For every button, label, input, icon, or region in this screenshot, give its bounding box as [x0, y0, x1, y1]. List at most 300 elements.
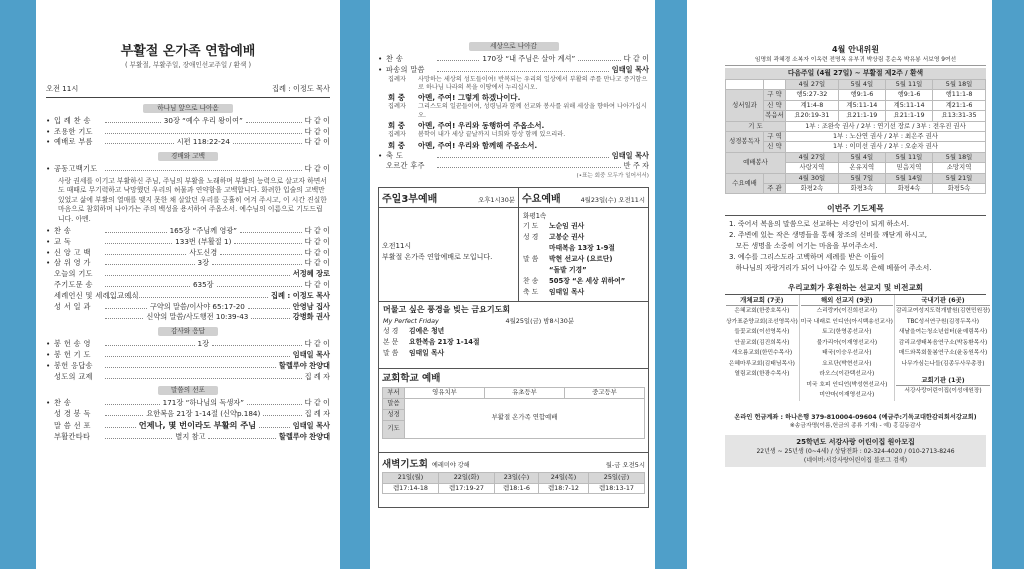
liturgy-speaker: 회 중 — [388, 140, 405, 150]
guides-names: 임명희 곽혜경 소복자 이옥련 전명옥 유부귀 박상림 홍순옥 박유봉 서보영 9여선 — [725, 56, 986, 66]
item-label: 공동고백기도 — [54, 164, 98, 174]
mission-item: 은혜교회(한중호목사) — [734, 308, 790, 315]
wed-group: 수요예배 — [726, 173, 764, 194]
order-item — [46, 398, 330, 409]
mission-item: 안골교회(김진희목사) — [734, 339, 790, 346]
info-row — [523, 287, 644, 298]
schedule-date: 4월 27일 — [786, 80, 839, 90]
school-header: 유초등부 — [485, 388, 565, 398]
liturgy-line — [388, 76, 649, 93]
item-person: 다 같 이 — [304, 115, 330, 125]
order-item — [378, 151, 649, 162]
wed-value: 화평4속 — [885, 184, 932, 194]
info-value: 임태일 목사 — [409, 349, 445, 358]
schedule-value: 행9:1-6 — [838, 90, 885, 100]
mission-item: 감리교생태복음연구소(박동환목사) — [898, 339, 988, 346]
item-detail: 시편 118:22-24 — [176, 137, 230, 147]
item-detail: 사도신경 — [189, 247, 218, 257]
liturgy-speaker: 집례자 — [388, 75, 406, 83]
schedule-table — [725, 79, 986, 194]
order-item — [46, 312, 330, 323]
leader-dots — [105, 399, 160, 405]
bullet: • — [46, 236, 51, 246]
mission-item: 감리교여성지도력개발원(김현민원장) — [895, 308, 991, 315]
dawn-text: 렘17:14-18 — [383, 483, 439, 493]
mission-item: 미얀마(이재영선교사) — [819, 392, 875, 399]
mission-item: 새날을여는청소년쉼터(윤예림목사) — [898, 329, 988, 336]
leader-dots — [105, 373, 302, 379]
leader-dots — [105, 281, 190, 287]
dawn-table — [382, 472, 645, 494]
mission-col-title: 해외 선교지 (9곳) — [801, 295, 893, 306]
schedule-label: 구 약 — [764, 90, 786, 100]
order-item — [46, 339, 330, 350]
bullet: • — [378, 64, 383, 74]
middle-band-right — [655, 0, 687, 569]
section-bar: 하나님 앞으로 나아옴 — [143, 104, 233, 113]
info-label — [523, 265, 549, 276]
item-detail: 133번 (부활절 1) — [175, 236, 232, 246]
header-row — [46, 84, 330, 98]
blank-cell — [764, 173, 786, 183]
schedule-value: 요21:1-19 — [885, 111, 932, 121]
bullet: • — [46, 164, 51, 174]
account-note: ※송금자명(이름,헌금의 종류 기재) - 예) 홍길동감사 — [789, 422, 922, 429]
mission-item: 들꽃교회(이선영목사) — [734, 329, 790, 336]
leader-dots — [251, 313, 289, 319]
leader-dots — [105, 128, 302, 134]
info-row — [523, 221, 644, 232]
item-detail: 635장 — [192, 280, 214, 289]
item-label: 예배로 부름 — [54, 137, 93, 147]
order-item — [46, 361, 330, 372]
info-label: 성 경 — [383, 327, 399, 336]
mission-item: 열림교회(한광수목사) — [734, 371, 790, 378]
mission-item: 스리랑카(이진희선교사) — [816, 308, 878, 315]
item-person: 할렐루야 찬양대 — [278, 431, 331, 441]
wednesday-list — [519, 221, 648, 298]
schedule-value: 요20:19-31 — [786, 111, 839, 121]
bullet: • — [46, 137, 51, 147]
bullet: • — [46, 349, 51, 359]
service-leader: 집례 : 이정도 목사 — [272, 84, 330, 93]
recruit-title: 25학년도 서강사랑 어린이집 원아모집 — [796, 437, 915, 446]
page-title: 부활절 온가족 연합예배 — [120, 44, 256, 59]
friday-subtitle: My Perfect Friday — [383, 317, 439, 326]
info-label: 찬 송 — [523, 277, 539, 286]
friday-title: 머물고 싶은 풍경을 빚는 금요기도회 — [383, 305, 511, 315]
leader-dots — [105, 165, 302, 171]
dawn-subtitle: 예레미야 강해 — [431, 462, 470, 470]
list — [46, 339, 330, 382]
dawn-date: 25일(금) — [588, 473, 644, 483]
mission-col-title: 교회기관 (1곳) — [896, 375, 990, 386]
order-item — [46, 269, 330, 280]
list — [46, 226, 330, 323]
item-detail: 170장 “내 주님은 살아 계셔” — [482, 54, 576, 63]
recruit-line: (네이버:서강사랑어린이집 블로그 검색) — [803, 456, 908, 464]
mission-col-title: 개체교회 (7곳) — [726, 295, 798, 306]
prayer-title: 이번주 기도제목 — [725, 203, 986, 216]
leader-dots — [105, 303, 147, 309]
info-value: 노순임 권사 — [549, 222, 585, 231]
item-person: 안영남 집사 — [292, 301, 330, 311]
item-detail: 165장 “주님께 영광” — [169, 226, 237, 236]
leader-dots — [240, 227, 302, 233]
schedule-value: 계1:4-8 — [786, 100, 839, 110]
schedule-date: 5월 4일 — [838, 80, 885, 90]
school-content: 부활절 온가족 연합예배 — [405, 398, 645, 438]
item-label: 성도의 교제 — [54, 371, 93, 381]
item-person: 다 같 이 — [304, 258, 330, 268]
mission-item: 미국 호피 인디언(박성현선교사) — [806, 381, 888, 388]
item-detail: 요한복음 21장 1-14절 (신약p.184) — [146, 409, 261, 419]
mission-item: 상가표준양교회(조선영목사) — [726, 318, 798, 325]
bullet: • — [46, 247, 51, 257]
item-person: 집례 : 이정도 목사 — [271, 290, 330, 300]
mission-item: 불가리아(이재영선교사) — [816, 339, 878, 346]
schedule-value: 행11:1-8 — [933, 90, 986, 100]
dawn-date: 21일(월) — [383, 473, 439, 483]
schedule-value: 행9:1-6 — [885, 90, 932, 100]
schedule-value: 행5:27-32 — [786, 90, 839, 100]
school-rowlabel: 기도 — [383, 420, 405, 438]
mission-title: 우리교회가 후원하는 선교지 및 비전교회 — [787, 283, 924, 293]
order-item — [378, 54, 649, 65]
bullet: • — [46, 115, 51, 125]
worship-date: 4월 27일 — [786, 152, 839, 162]
right-band — [992, 0, 1024, 569]
schedule-label: 신 약 — [764, 100, 786, 110]
item-person: 임태일 목사 — [611, 64, 649, 74]
info-row — [383, 326, 644, 337]
school-header: 부서 — [383, 388, 405, 398]
leader-dots — [437, 55, 479, 61]
worship-value: 온유지역 — [838, 163, 885, 173]
order-item — [46, 248, 330, 259]
order-item — [46, 116, 330, 127]
wednesday-box — [518, 187, 649, 302]
order-item — [46, 258, 330, 269]
schedule-value: 요21:1-19 — [838, 111, 885, 121]
dawn-text: 렘18:7-12 — [538, 483, 588, 493]
reader-value: 1부 : 이미선 권사 / 2부 : 오순자 권사 — [786, 142, 986, 152]
item-person: 다 같 이 — [304, 280, 331, 289]
list — [46, 398, 330, 442]
info-label — [523, 243, 549, 254]
info-value: 김예은 청년 — [409, 327, 445, 336]
item-person: 다 같 이 — [304, 398, 330, 408]
item-person: 반 주 자 — [623, 161, 649, 171]
school-header: 영유치부 — [405, 388, 485, 398]
worship-value: 소망지역 — [933, 163, 986, 173]
order-item — [46, 350, 330, 361]
info-value: 요한복음 21장 1-14절 — [409, 338, 480, 347]
wed-date: 5월 14일 — [885, 173, 932, 183]
mission-col — [894, 295, 991, 401]
liturgy-line — [388, 103, 649, 120]
info-row — [383, 337, 644, 348]
third-service-title: 주일3부예배 — [382, 194, 438, 206]
dawn-text: 렘17:19-27 — [438, 483, 494, 493]
sending-liturgy — [378, 76, 649, 151]
friday-list — [383, 326, 644, 359]
dawn-date: 23일(수) — [494, 473, 538, 483]
item-person: 다 같 이 — [304, 236, 330, 246]
leader-dots — [105, 238, 172, 244]
wed-date: 5월 7일 — [838, 173, 885, 183]
liturgy-line — [388, 92, 649, 103]
mission-item: 새오름교회(한민수목사) — [731, 350, 793, 357]
section-bar: 말씀의 선포 — [158, 386, 218, 395]
info-value: 박현 선교사 (요르단) — [549, 255, 613, 264]
mission-item: 매드와목회돌봄연구소(윤동원목사) — [898, 350, 988, 357]
list — [46, 116, 330, 148]
stand-note: (•표는 회중 모두가 일어서서) — [576, 173, 649, 180]
leader-dots — [234, 238, 301, 244]
item-person: 다 같 이 — [304, 164, 330, 174]
item-person: 서정혜 장로 — [292, 269, 330, 279]
info-value: 마태복음 13장 1-9절 — [549, 244, 615, 253]
info-label: 기 도 — [523, 222, 539, 231]
info-row — [523, 276, 644, 287]
item-person: 다 같 이 — [304, 126, 330, 136]
leader-dots — [263, 410, 301, 416]
leader-dots — [105, 138, 174, 144]
dawn-date: 22일(화) — [438, 473, 494, 483]
item-person: 다 같 이 — [304, 137, 331, 147]
liturgy-line — [388, 120, 649, 131]
item-person: 임태일 목사 — [611, 150, 649, 160]
leader-dots — [105, 259, 195, 265]
item-label: 부활칸타타 — [54, 431, 91, 441]
worship-value: 사랑지역 — [786, 163, 839, 173]
leader-dots — [246, 117, 302, 123]
school-title: 교회학교 예배 — [382, 373, 441, 385]
item-label: 신 앙 고 백 — [54, 247, 91, 257]
liturgy-speaker: 회 중 — [388, 121, 405, 131]
leader-dots — [105, 313, 143, 319]
info-row — [523, 232, 644, 243]
mission-item: 서강사랑어린이집(이성애원장) — [904, 388, 982, 395]
order-item — [378, 161, 649, 172]
leader-dots — [105, 117, 161, 123]
reader-label: 구 역 — [764, 132, 786, 142]
dawn-text: 렘18:13-17 — [588, 483, 644, 493]
info-row — [523, 265, 644, 276]
item-person: 집 례 자 — [304, 409, 331, 419]
item-label: 교 독 — [54, 236, 72, 246]
prayer-item: 3. 예수를 그리스도라 고백하며 세례를 받은 이들이 — [729, 253, 885, 262]
item-person: 다 같 이 — [623, 54, 650, 63]
order-item — [378, 65, 649, 76]
school-header: 중고등부 — [565, 388, 645, 398]
leader-dots — [578, 55, 620, 61]
wednesday-title: 수요예배 — [522, 194, 561, 206]
recruit-line: 22년생 ~ 25년생 (0~4세) / 상담전화 : 02-324-4020 / 010-2713-8246 — [756, 447, 955, 455]
worship-date: 5월 11일 — [885, 152, 932, 162]
blank-cell — [726, 80, 764, 90]
item-detail: 구약의 말씀/이사야 65:17-20 — [149, 301, 245, 311]
reader-group: 성경봉독자 — [726, 132, 764, 153]
mission-item: 라오스(이관택선교사) — [819, 371, 875, 378]
order-item — [46, 137, 330, 148]
prayer-value: 1부 : 조완숙 권사 / 2부 : 연기선 장로 / 3부 : 전우진 권사 — [786, 121, 986, 131]
item-label: 봉 헌 송 영 — [54, 339, 91, 349]
wed-date: 4월 30일 — [786, 173, 839, 183]
middle-band-left — [340, 0, 370, 569]
liturgy-line — [388, 131, 649, 139]
leader-dots — [105, 433, 172, 439]
bullet: • — [46, 339, 51, 349]
schedule-value: 요13:31-35 — [933, 111, 986, 121]
service-time: 오전 11시 — [46, 84, 79, 93]
leader-dots — [217, 281, 302, 287]
friday-time: 4월25일(금) 밤8시30분 — [505, 317, 574, 326]
item-label: 조용한 기도 — [54, 126, 93, 136]
liturgy-speaker: 회 중 — [388, 93, 405, 103]
page-order-of-worship — [36, 0, 340, 569]
page-info — [687, 0, 992, 569]
bullet: • — [378, 150, 383, 160]
schedule-group: 성서일과 — [726, 90, 764, 121]
liturgy-text: 봄학이 내가 세상 끝날까지 너희와 항상 함께 있으리라. — [418, 131, 566, 139]
list — [378, 151, 649, 173]
mission-item: TBC성서연구원(김정두목사) — [907, 318, 980, 325]
third-service-line1: 오전11시 — [382, 242, 412, 251]
worship-date: 5월 18일 — [933, 152, 986, 162]
order-item — [46, 372, 330, 383]
order-item — [46, 127, 330, 138]
liturgy-speaker: 집례자 — [388, 103, 406, 111]
leader-dots — [233, 138, 302, 144]
item-label: 입 례 찬 송 — [54, 115, 91, 125]
worship-box-row — [378, 187, 649, 302]
leader-dots — [105, 270, 290, 276]
mission-item: 요르단(박현선교사) — [822, 360, 872, 367]
dawn-time: 월-금 오전5시 — [605, 461, 645, 470]
account-info: 온라인 헌금계좌 : 하나은행 379-810004-09604 (예금주:기독교대한감리회서강교회) — [734, 413, 977, 421]
leader-dots — [437, 66, 609, 72]
item-person: 다 같 이 — [304, 247, 330, 257]
item-person: 집 례 자 — [304, 371, 330, 381]
mission-item: 토고(한영종선교사) — [822, 329, 872, 336]
mission-col — [799, 295, 894, 401]
info-row — [523, 254, 644, 265]
section-bar: 경배와 고백 — [158, 152, 218, 161]
info-label: 말 씀 — [383, 349, 399, 358]
schedule-date: 5월 18일 — [933, 80, 986, 90]
item-label: 봉헌 응답송 — [54, 360, 93, 370]
reader-value: 1부 : 노산연 권사 / 2부 : 최은주 권사 — [786, 132, 986, 142]
section-bar: 세상으로 나아감 — [469, 42, 559, 51]
section-bar: 감사와 응답 — [158, 327, 218, 336]
page-subtitle: ( 부활절, 부활주일, 장애인선교주일 / 환색 ) — [124, 61, 252, 69]
order-item — [46, 432, 330, 443]
info-value: 505장 “온 세상 위하여” — [549, 277, 626, 286]
info-value: 임태일 목사 — [549, 288, 585, 297]
sunday-header: 다음주일 (4월 27일) ~ 부활절 제2주 / 환색 — [725, 68, 986, 79]
list — [378, 54, 649, 76]
leader-dots — [259, 422, 290, 428]
leader-dots — [105, 292, 268, 298]
info-label: 축 도 — [523, 288, 539, 297]
item-label: 봉 헌 기 도 — [54, 349, 91, 359]
item-label: 주기도문 송 — [54, 280, 93, 289]
item-label: 찬 송 — [54, 398, 72, 408]
bullet: • — [46, 360, 51, 370]
mission-col — [725, 295, 799, 401]
wed-date: 5월 21일 — [933, 173, 986, 183]
item-label: 찬 송 — [54, 226, 72, 236]
item-person: 임태일 목사 — [292, 349, 330, 359]
bullet: • — [378, 54, 383, 63]
schedule-value: 계21:1-6 — [933, 100, 986, 110]
dawn-text: 렘18:1-6 — [494, 483, 538, 493]
school-rowlabel: 말씀 — [383, 398, 405, 409]
item-person: 임태일 목사 — [292, 420, 330, 430]
schedule-label: 복음서 — [765, 111, 784, 120]
wed-label: 주 관 — [764, 184, 786, 194]
item-label: 파송의 말씀 — [386, 64, 425, 74]
leader-dots — [247, 399, 302, 405]
leader-dots — [437, 152, 609, 158]
liturgy-text: 아멘, 주여! 우리와 함께해 주옵소서. — [418, 140, 538, 150]
third-service-line2: 부활절 온가족 연합예배로 모입니다. — [382, 253, 493, 262]
item-label: 말 씀 선 포 — [54, 420, 91, 430]
item-label: 오르간 후주 — [386, 161, 425, 171]
mission-item: 은혜마루교회(김태님목사) — [728, 360, 795, 367]
item-label: 성 경 봉 독 — [54, 409, 91, 419]
mission-item: 태국(이승우선교사) — [822, 350, 872, 357]
leader-dots — [105, 227, 167, 233]
worship-date: 5월 4일 — [838, 152, 885, 162]
order-item — [46, 237, 330, 248]
item-detail: 1장 — [197, 339, 210, 349]
wednesday-time: 4월23일(수) 오전11시 — [580, 196, 645, 205]
wed-value: 화평5속 — [933, 184, 986, 194]
school-table — [382, 387, 645, 438]
order-item — [46, 291, 330, 302]
third-service-time: 오후1시30분 — [478, 196, 515, 205]
leader-dots — [212, 340, 302, 346]
leader-dots — [105, 362, 276, 368]
school-rowlabel: 성경 — [383, 409, 405, 420]
info-value: “돌밭 기경” — [549, 266, 587, 275]
info-value: 고봉순 권사 — [549, 233, 585, 242]
item-label: 오늘의 기도 — [54, 269, 93, 279]
prayer-item: 모든 생명을 소중히 여기는 마음을 부어주소서. — [729, 242, 878, 251]
item-label: 세례언신 및 세례입교예식 — [54, 290, 139, 300]
dawn-box — [378, 453, 649, 508]
item-detail: 171장 “하나님의 독생자” — [162, 398, 244, 408]
item-label: 찬 송 — [386, 54, 404, 63]
item-person: 다 같 이 — [304, 339, 330, 349]
mission-item: 나무가심는나들(김종두사무총장) — [901, 360, 985, 367]
leader-dots — [105, 410, 143, 416]
item-detail: 3장 — [197, 258, 210, 268]
liturgy-text: 아멘, 주여! 그렇게 하겠나이다. — [418, 93, 521, 103]
leader-dots — [248, 303, 290, 309]
liturgy-text: 그리스도의 일꾼들이여, 성령님과 함께 선교와 봉사를 위해 세상을 향하여 나아가십시오. — [418, 103, 647, 119]
bullet: • — [46, 258, 51, 268]
item-label: 성 서 일 과 — [54, 301, 91, 311]
order-item — [46, 226, 330, 237]
info-label: 말 씀 — [523, 255, 539, 264]
prayer-item: 1. 죽어서 복음의 말씀으로 선교하는 서강인이 되게 하소서. — [729, 220, 910, 229]
leader-dots — [220, 249, 301, 255]
leader-dots — [105, 351, 290, 357]
